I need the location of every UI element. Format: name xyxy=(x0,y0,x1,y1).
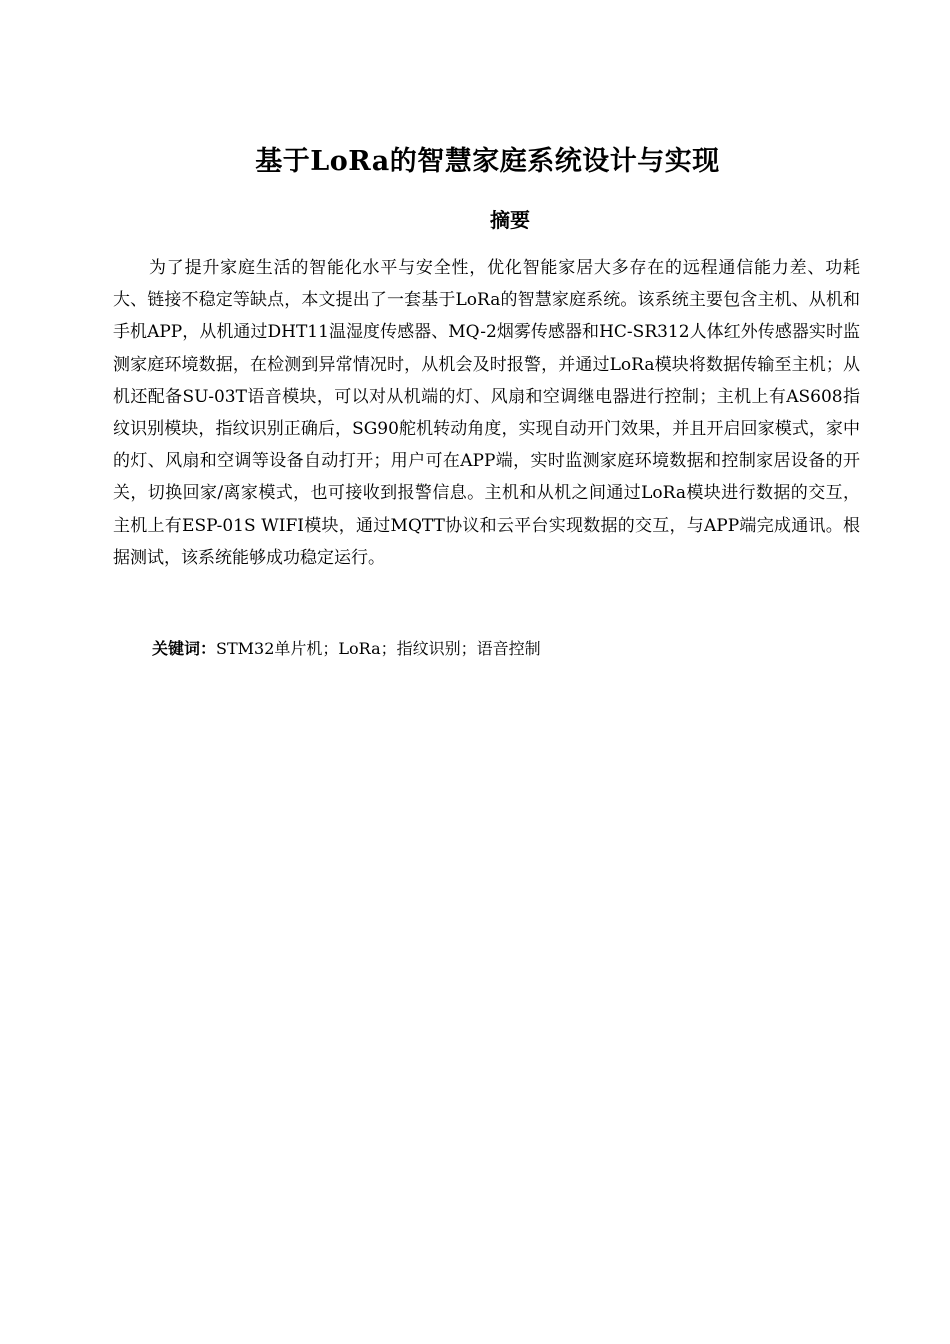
keywords-line xyxy=(152,634,852,665)
keywords-text: STM32单片机；LoRa；指纹识别；语音控制 xyxy=(216,639,541,658)
keywords-label: 关键词： xyxy=(152,639,217,658)
paper-title: 基于LoRa的智慧家庭系统设计与实现 xyxy=(255,146,720,177)
abstract-heading: 摘要 xyxy=(490,208,530,232)
abstract-body: 为了提升家庭生活的智能化水平与安全性，优化智能家居大多存在的远程通信能力差、功耗大、链接不稳定等缺点，本文提出了一套基于LoRa的智慧家庭系统。该系统主要包含主机、从机和手机APP，从机通过DHT11温湿度传感器、MQ-2烟雾传感器和HC-SR312人体红外传感器实时监测家庭环境数据，在检测到异常情况时，从机会及时报警，并通过LoRa模块将数据传输至主机；从机还配备SU-03T语音模块，可以对从机端的灯、风扇和空调继电器进行控制；主机上有AS608指纹识别模块，指纹识别正确后，SG90舵机转动角度，实现自动开门效果，并且开启回家模式，家中的灯、风扇和空调等设备自动打开；用户可在APP端，实时监测家庭环境数据和控制家居设备的开关，切换回家/离家模式，也可接收到报警信息。主机和从机之间通过LoRa模块进行数据的交互，主机上有ESP-01S WIFI模块，通过MQTT协议和云平台实现数据的交互，与APP端完成通讯。根据测试，该系统能够成功稳定运行。 xyxy=(113,258,860,568)
